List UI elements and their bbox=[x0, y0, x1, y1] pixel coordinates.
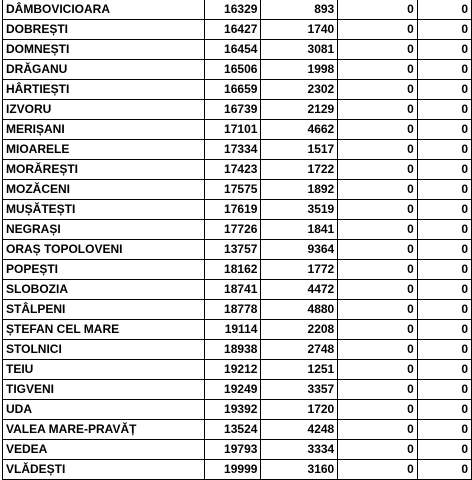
locality-name-cell: VALEA MARE-PRAVĂȚ bbox=[3, 420, 205, 440]
locality-name-cell: MORĂREȘTI bbox=[3, 160, 205, 180]
population-cell: 2748 bbox=[261, 340, 338, 360]
value-a-cell: 0 bbox=[338, 360, 418, 380]
value-a-cell: 0 bbox=[338, 80, 418, 100]
population-cell: 2129 bbox=[261, 100, 338, 120]
locality-name-cell: STÂLPENI bbox=[3, 300, 205, 320]
locality-code-cell: 18938 bbox=[204, 340, 261, 360]
table-row bbox=[3, 0, 472, 20]
value-b-cell: 0 bbox=[417, 180, 471, 200]
value-b-cell: 0 bbox=[417, 380, 471, 400]
table-row bbox=[3, 320, 472, 340]
population-cell: 4248 bbox=[261, 420, 338, 440]
table-row bbox=[3, 140, 472, 160]
value-a-cell: 0 bbox=[338, 260, 418, 280]
locality-code-cell: 17101 bbox=[204, 120, 261, 140]
table-row bbox=[3, 300, 472, 320]
value-a-cell: 0 bbox=[338, 0, 418, 20]
population-cell: 1841 bbox=[261, 220, 338, 240]
locality-name-cell: TEIU bbox=[3, 360, 205, 380]
locality-code-cell: 18778 bbox=[204, 300, 261, 320]
table-row bbox=[3, 100, 472, 120]
locality-name-cell: DOBREȘTI bbox=[3, 20, 205, 40]
value-a-cell: 0 bbox=[338, 440, 418, 460]
table-row bbox=[3, 60, 472, 80]
locality-code-cell: 16739 bbox=[204, 100, 261, 120]
value-a-cell: 0 bbox=[338, 100, 418, 120]
table-row bbox=[3, 460, 472, 480]
table-row bbox=[3, 400, 472, 420]
value-b-cell: 0 bbox=[417, 440, 471, 460]
value-a-cell: 0 bbox=[338, 140, 418, 160]
locality-code-cell: 17423 bbox=[204, 160, 261, 180]
population-cell: 1772 bbox=[261, 260, 338, 280]
value-b-cell: 0 bbox=[417, 320, 471, 340]
value-b-cell: 0 bbox=[417, 120, 471, 140]
table-row bbox=[3, 200, 472, 220]
locality-name-cell: TIGVENI bbox=[3, 380, 205, 400]
table-row bbox=[3, 380, 472, 400]
value-a-cell: 0 bbox=[338, 160, 418, 180]
table-row bbox=[3, 80, 472, 100]
locality-name-cell: ȘTEFAN CEL MARE bbox=[3, 320, 205, 340]
locality-name-cell: NEGRAȘI bbox=[3, 220, 205, 240]
table-row bbox=[3, 440, 472, 460]
locality-name-cell: HÂRTIEȘTI bbox=[3, 80, 205, 100]
locality-code-cell: 16659 bbox=[204, 80, 261, 100]
value-a-cell: 0 bbox=[338, 200, 418, 220]
locality-code-cell: 16454 bbox=[204, 40, 261, 60]
locality-name-cell: SLOBOZIA bbox=[3, 280, 205, 300]
locality-name-cell: MUȘĂTEȘTI bbox=[3, 200, 205, 220]
locality-name-cell: MERIȘANI bbox=[3, 120, 205, 140]
table-row bbox=[3, 220, 472, 240]
locality-name-cell: VLĂDEȘTI bbox=[3, 460, 205, 480]
value-a-cell: 0 bbox=[338, 220, 418, 240]
locality-code-cell: 17619 bbox=[204, 200, 261, 220]
value-b-cell: 0 bbox=[417, 400, 471, 420]
value-b-cell: 0 bbox=[417, 100, 471, 120]
population-cell: 3081 bbox=[261, 40, 338, 60]
value-a-cell: 0 bbox=[338, 240, 418, 260]
locality-name-cell: IZVORU bbox=[3, 100, 205, 120]
value-a-cell: 0 bbox=[338, 60, 418, 80]
table-row bbox=[3, 340, 472, 360]
value-b-cell: 0 bbox=[417, 240, 471, 260]
value-b-cell: 0 bbox=[417, 280, 471, 300]
locality-name-cell: DOMNEȘTI bbox=[3, 40, 205, 60]
value-b-cell: 0 bbox=[417, 200, 471, 220]
value-b-cell: 0 bbox=[417, 460, 471, 480]
table-row bbox=[3, 20, 472, 40]
locality-name-cell: STOLNICI bbox=[3, 340, 205, 360]
value-a-cell: 0 bbox=[338, 340, 418, 360]
population-cell: 2208 bbox=[261, 320, 338, 340]
table-row bbox=[3, 420, 472, 440]
value-b-cell: 0 bbox=[417, 40, 471, 60]
population-cell: 1722 bbox=[261, 160, 338, 180]
population-cell: 1720 bbox=[261, 400, 338, 420]
value-a-cell: 0 bbox=[338, 120, 418, 140]
value-a-cell: 0 bbox=[338, 380, 418, 400]
locality-code-cell: 19114 bbox=[204, 320, 261, 340]
value-a-cell: 0 bbox=[338, 40, 418, 60]
population-cell: 4880 bbox=[261, 300, 338, 320]
population-cell: 1251 bbox=[261, 360, 338, 380]
population-cell: 893 bbox=[261, 0, 338, 20]
population-cell: 1892 bbox=[261, 180, 338, 200]
value-b-cell: 0 bbox=[417, 220, 471, 240]
locality-name-cell: MIOARELE bbox=[3, 140, 205, 160]
value-b-cell: 0 bbox=[417, 140, 471, 160]
value-a-cell: 0 bbox=[338, 300, 418, 320]
locality-name-cell: DÂMBOVICIOARA bbox=[3, 0, 205, 20]
value-a-cell: 0 bbox=[338, 460, 418, 480]
value-b-cell: 0 bbox=[417, 300, 471, 320]
table-row bbox=[3, 160, 472, 180]
table-row bbox=[3, 120, 472, 140]
table-body bbox=[3, 0, 472, 480]
locality-code-cell: 18162 bbox=[204, 260, 261, 280]
population-cell: 3160 bbox=[261, 460, 338, 480]
population-cell: 3519 bbox=[261, 200, 338, 220]
locality-name-cell: ORAȘ TOPOLOVENI bbox=[3, 240, 205, 260]
population-cell: 1517 bbox=[261, 140, 338, 160]
locality-code-cell: 17726 bbox=[204, 220, 261, 240]
locality-name-cell: DRĂGANU bbox=[3, 60, 205, 80]
locality-code-cell: 19999 bbox=[204, 460, 261, 480]
value-a-cell: 0 bbox=[338, 420, 418, 440]
locality-code-cell: 19249 bbox=[204, 380, 261, 400]
population-cell: 2302 bbox=[261, 80, 338, 100]
locality-code-cell: 17334 bbox=[204, 140, 261, 160]
value-a-cell: 0 bbox=[338, 280, 418, 300]
population-cell: 9364 bbox=[261, 240, 338, 260]
locality-name-cell: MOZĂCENI bbox=[3, 180, 205, 200]
value-a-cell: 0 bbox=[338, 400, 418, 420]
table-row bbox=[3, 260, 472, 280]
data-table bbox=[2, 0, 472, 480]
value-b-cell: 0 bbox=[417, 160, 471, 180]
population-cell: 4662 bbox=[261, 120, 338, 140]
locality-code-cell: 16427 bbox=[204, 20, 261, 40]
locality-code-cell: 19212 bbox=[204, 360, 261, 380]
table-row bbox=[3, 180, 472, 200]
locality-name-cell: POPEȘTI bbox=[3, 260, 205, 280]
value-b-cell: 0 bbox=[417, 420, 471, 440]
value-b-cell: 0 bbox=[417, 340, 471, 360]
locality-code-cell: 16506 bbox=[204, 60, 261, 80]
locality-code-cell: 16329 bbox=[204, 0, 261, 20]
value-a-cell: 0 bbox=[338, 180, 418, 200]
value-b-cell: 0 bbox=[417, 60, 471, 80]
table-row bbox=[3, 40, 472, 60]
population-cell: 4472 bbox=[261, 280, 338, 300]
value-b-cell: 0 bbox=[417, 0, 471, 20]
value-b-cell: 0 bbox=[417, 260, 471, 280]
population-cell: 3357 bbox=[261, 380, 338, 400]
value-a-cell: 0 bbox=[338, 20, 418, 40]
locality-code-cell: 19793 bbox=[204, 440, 261, 460]
locality-code-cell: 19392 bbox=[204, 400, 261, 420]
locality-code-cell: 18741 bbox=[204, 280, 261, 300]
population-cell: 1998 bbox=[261, 60, 338, 80]
locality-name-cell: VEDEA bbox=[3, 440, 205, 460]
table-row bbox=[3, 240, 472, 260]
value-b-cell: 0 bbox=[417, 20, 471, 40]
locality-name-cell: UDA bbox=[3, 400, 205, 420]
value-a-cell: 0 bbox=[338, 320, 418, 340]
value-b-cell: 0 bbox=[417, 80, 471, 100]
population-cell: 1740 bbox=[261, 20, 338, 40]
locality-code-cell: 13524 bbox=[204, 420, 261, 440]
locality-code-cell: 13757 bbox=[204, 240, 261, 260]
population-cell: 3334 bbox=[261, 440, 338, 460]
value-b-cell: 0 bbox=[417, 360, 471, 380]
locality-code-cell: 17575 bbox=[204, 180, 261, 200]
table-row bbox=[3, 280, 472, 300]
table-row bbox=[3, 360, 472, 380]
